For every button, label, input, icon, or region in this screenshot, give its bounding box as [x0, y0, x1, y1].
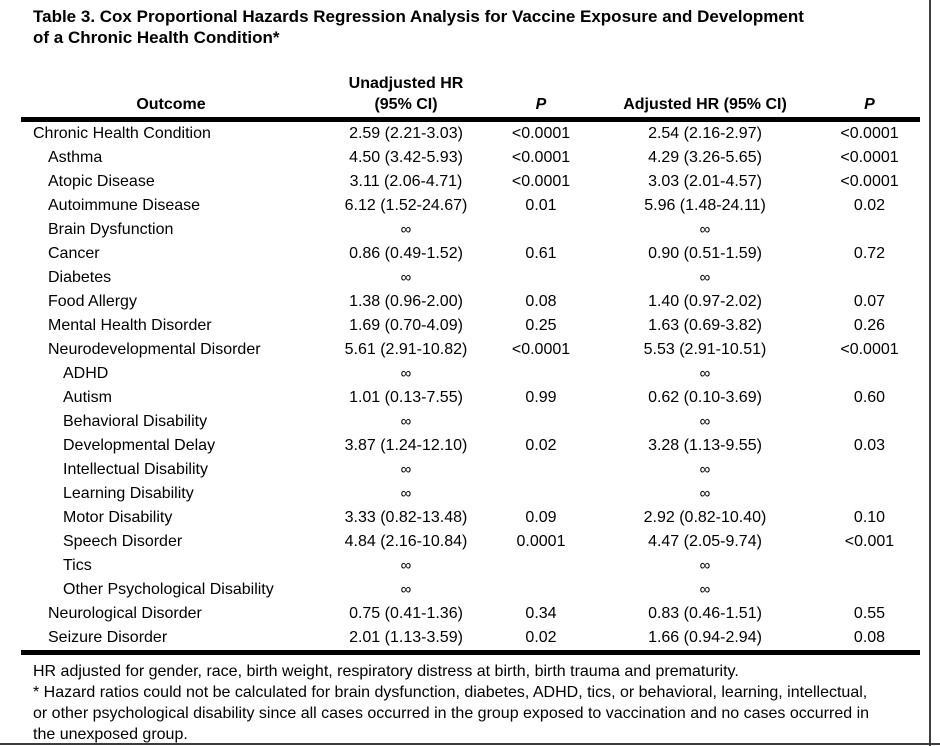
p-unadjusted-cell: [491, 482, 591, 506]
adjusted-hr-cell: 4.29 (3.26-5.65): [648, 149, 762, 166]
table-row: [21, 194, 920, 218]
table-title: [33, 6, 920, 48]
table-row: [21, 362, 920, 386]
adjusted-hr-cell: ∞: [699, 413, 711, 430]
table-title-line1: Table 3. Cox Proportional Hazards Regression Analysis for Vaccine Exposure and Development: [33, 7, 804, 26]
outcome-cell: Other Psychological Disability: [63, 581, 274, 598]
p-unadjusted-cell: 0.0001: [516, 533, 566, 550]
adjusted-hr-cell: ∞: [699, 365, 711, 382]
unadjusted-hr-cell: 1.69 (0.70-4.09): [349, 317, 463, 334]
outcome-cell: Food Allergy: [48, 293, 137, 310]
footnotes: [33, 661, 871, 745]
p-adjusted-cell: 0.72: [853, 245, 886, 262]
table-body: [21, 120, 920, 653]
p-unadjusted-cell: <0.0001: [511, 341, 571, 358]
table-row: [21, 386, 920, 410]
p-unadjusted-cell: 0.25: [525, 317, 557, 334]
outcome-cell: Developmental Delay: [63, 437, 216, 454]
column-header-unadjusted-hr: [321, 73, 491, 120]
outcome-cell: Tics: [63, 557, 92, 574]
adjusted-hr-cell: ∞: [699, 485, 711, 502]
table-row: [21, 338, 920, 362]
adjusted-hr-cell: 1.66 (0.94-2.94): [648, 629, 762, 646]
table-row: [21, 242, 920, 266]
p-adjusted-cell: [819, 458, 920, 482]
outcome-cell: Cancer: [48, 245, 100, 262]
p-unadjusted-cell: 0.99: [525, 389, 557, 406]
p-adjusted-cell: <0.001: [844, 533, 895, 550]
p-adjusted-cell: <0.0001: [840, 173, 899, 190]
unadjusted-hr-cell: ∞: [400, 413, 412, 430]
unadjusted-hr-cell: ∞: [400, 269, 412, 286]
unadjusted-hr-cell: 3.11 (2.06-4.71): [349, 173, 463, 190]
unadjusted-hr-cell: 4.84 (2.16-10.84): [344, 533, 468, 550]
table-row: [21, 578, 920, 602]
adjusted-hr-cell: 3.28 (1.13-9.55): [648, 437, 762, 454]
unadjusted-hr-cell: 5.61 (2.91-10.82): [344, 341, 468, 358]
table-row: [21, 506, 920, 530]
outcome-cell: Seizure Disorder: [48, 629, 168, 646]
unadjusted-hr-cell: 1.01 (0.13-7.55): [349, 389, 463, 406]
page-border-right: [929, 0, 931, 746]
unadjusted-hr-cell: 2.01 (1.13-3.59): [349, 629, 463, 646]
unadjusted-hr-cell: 1.38 (0.96-2.00): [349, 293, 463, 310]
unadjusted-hr-cell: 6.12 (1.52-24.67): [344, 197, 468, 214]
outcome-cell: Atopic Disease: [48, 173, 155, 190]
p-adjusted-cell: 0.10: [853, 509, 886, 526]
unadjusted-hr-cell: ∞: [400, 581, 412, 598]
p-unadjusted-cell: 0.02: [525, 629, 557, 646]
table-row: [21, 120, 920, 147]
adjusted-hr-cell: 2.54 (2.16-2.97): [648, 125, 762, 142]
p-unadjusted-cell: [491, 218, 591, 242]
p-adjusted-cell: <0.0001: [840, 341, 899, 358]
unadjusted-hr-cell: 0.86 (0.49-1.52): [349, 245, 463, 262]
outcome-cell: Speech Disorder: [63, 533, 183, 550]
p-unadjusted-cell: 0.08: [525, 293, 557, 310]
table-title-line2: of a Chronic Health Condition*: [33, 28, 280, 47]
adjusted-hr-cell: 5.96 (1.48-24.11): [644, 197, 766, 214]
adjusted-hr-cell: 1.40 (0.97-2.02): [648, 293, 762, 310]
p-unadjusted-cell: <0.0001: [511, 173, 571, 190]
adjusted-hr-cell: 0.90 (0.51-1.59): [648, 245, 762, 262]
p-unadjusted-cell: 0.02: [525, 437, 557, 454]
table-row: [21, 530, 920, 554]
table-row: [21, 458, 920, 482]
p-unadjusted-cell: [491, 578, 591, 602]
outcome-cell: Intellectual Disability: [63, 461, 208, 478]
adjusted-hr-cell: ∞: [699, 221, 711, 238]
adjusted-hr-cell: 0.83 (0.46-1.51): [648, 605, 762, 622]
outcome-cell: Mental Health Disorder: [48, 317, 212, 334]
table-page: [21, 6, 920, 745]
p-unadjusted-cell: [491, 362, 591, 386]
table-row: [21, 218, 920, 242]
unadjusted-hr-cell: ∞: [400, 221, 412, 238]
outcome-cell: Autoimmune Disease: [48, 197, 201, 214]
p-adjusted-cell: 0.55: [853, 605, 886, 622]
adjusted-hr-cell: 1.63 (0.69-3.82): [648, 317, 762, 334]
outcome-cell: Learning Disability: [63, 485, 194, 502]
p-unadjusted-cell: 0.09: [525, 509, 557, 526]
column-header-unadjusted-hr-line1: Unadjusted HR: [348, 75, 464, 92]
table-row: [21, 434, 920, 458]
table-row: [21, 602, 920, 626]
outcome-cell: Autism: [63, 389, 112, 406]
table-row: [21, 554, 920, 578]
unadjusted-hr-cell: 3.33 (0.82-13.48): [344, 509, 468, 526]
table-row: [21, 314, 920, 338]
outcome-cell: Diabetes: [48, 269, 112, 286]
p-adjusted-cell: <0.0001: [840, 125, 899, 142]
p-adjusted-cell: <0.0001: [840, 149, 899, 166]
table-row: [21, 266, 920, 290]
unadjusted-hr-cell: ∞: [400, 365, 412, 382]
outcome-cell: Chronic Health Condition: [33, 125, 211, 142]
table-row: [21, 482, 920, 506]
p-unadjusted-cell: 0.34: [525, 605, 557, 622]
outcome-cell: Brain Dysfunction: [48, 221, 174, 238]
footnote-adjustment: HR adjusted for gender, race, birth weight, respiratory distress at birth, birth trauma and prematurity.: [33, 663, 739, 680]
p-adjusted-cell: [819, 218, 920, 242]
outcome-cell: ADHD: [63, 365, 109, 382]
adjusted-hr-cell: 4.47 (2.05-9.74): [648, 533, 762, 550]
p-adjusted-cell: [819, 266, 920, 290]
unadjusted-hr-cell: 2.59 (2.21-3.03): [349, 125, 463, 142]
p-adjusted-cell: [819, 578, 920, 602]
p-adjusted-cell: 0.07: [853, 293, 886, 310]
p-unadjusted-cell: <0.0001: [511, 125, 571, 142]
p-unadjusted-cell: [491, 458, 591, 482]
unadjusted-hr-cell: 0.75 (0.41-1.36): [349, 605, 463, 622]
p-unadjusted-cell: 0.61: [525, 245, 557, 262]
adjusted-hr-cell: ∞: [699, 269, 711, 286]
adjusted-hr-cell: ∞: [699, 581, 711, 598]
outcome-cell: Motor Disability: [63, 509, 173, 526]
outcome-cell: Neurological Disorder: [48, 605, 202, 622]
adjusted-hr-cell: 3.03 (2.01-4.57): [648, 173, 762, 190]
table-row: [21, 290, 920, 314]
column-header-p-unadjusted: P: [491, 73, 591, 120]
column-header-unadjusted-hr-line2: (95% CI): [374, 96, 438, 113]
outcome-cell: Asthma: [48, 149, 103, 166]
p-adjusted-cell: 0.03: [853, 437, 886, 454]
adjusted-hr-cell: 0.62 (0.10-3.69): [648, 389, 762, 406]
unadjusted-hr-cell: 3.87 (1.24-12.10): [344, 437, 468, 454]
p-unadjusted-cell: [491, 410, 591, 434]
p-unadjusted-cell: 0.01: [525, 197, 557, 214]
p-adjusted-cell: 0.02: [853, 197, 886, 214]
column-header-p-adjusted: P: [819, 73, 920, 120]
footnote-asterisk: * Hazard ratios could not be calculated for brain dysfunction, diabetes, ADHD, tics, or behavioral, learning, intellectual, or other psychological disability since all cases occurred in the group exposed to vaccination and no cases occurred in the unexposed group.: [33, 684, 870, 743]
p-unadjusted-cell: <0.0001: [511, 149, 571, 166]
column-header-outcome: Outcome: [21, 73, 321, 120]
column-header-adjusted-hr: Adjusted HR (95% CI): [591, 73, 819, 120]
cox-regression-table: [21, 73, 920, 655]
header-row: [21, 73, 920, 120]
table-row: [21, 170, 920, 194]
table-row: [21, 626, 920, 653]
adjusted-hr-cell: ∞: [699, 557, 711, 574]
p-adjusted-cell: 0.60: [853, 389, 886, 406]
page-border-bottom: [0, 743, 940, 745]
p-unadjusted-cell: [491, 266, 591, 290]
outcome-cell: Behavioral Disability: [63, 413, 208, 430]
adjusted-hr-cell: 2.92 (0.82-10.40): [643, 509, 767, 526]
p-adjusted-cell: [819, 554, 920, 578]
p-adjusted-cell: 0.08: [853, 629, 886, 646]
adjusted-hr-cell: ∞: [699, 461, 711, 478]
p-adjusted-cell: [819, 482, 920, 506]
p-adjusted-cell: 0.26: [853, 317, 886, 334]
outcome-cell: Neurodevelopmental Disorder: [48, 341, 261, 358]
unadjusted-hr-cell: 4.50 (3.42-5.93): [349, 149, 463, 166]
unadjusted-hr-cell: ∞: [400, 461, 412, 478]
p-adjusted-cell: [819, 410, 920, 434]
adjusted-hr-cell: 5.53 (2.91-10.51): [643, 341, 767, 358]
p-adjusted-cell: [819, 362, 920, 386]
table-row: [21, 410, 920, 434]
table-row: [21, 146, 920, 170]
unadjusted-hr-cell: ∞: [400, 485, 412, 502]
p-unadjusted-cell: [491, 554, 591, 578]
unadjusted-hr-cell: ∞: [400, 557, 412, 574]
